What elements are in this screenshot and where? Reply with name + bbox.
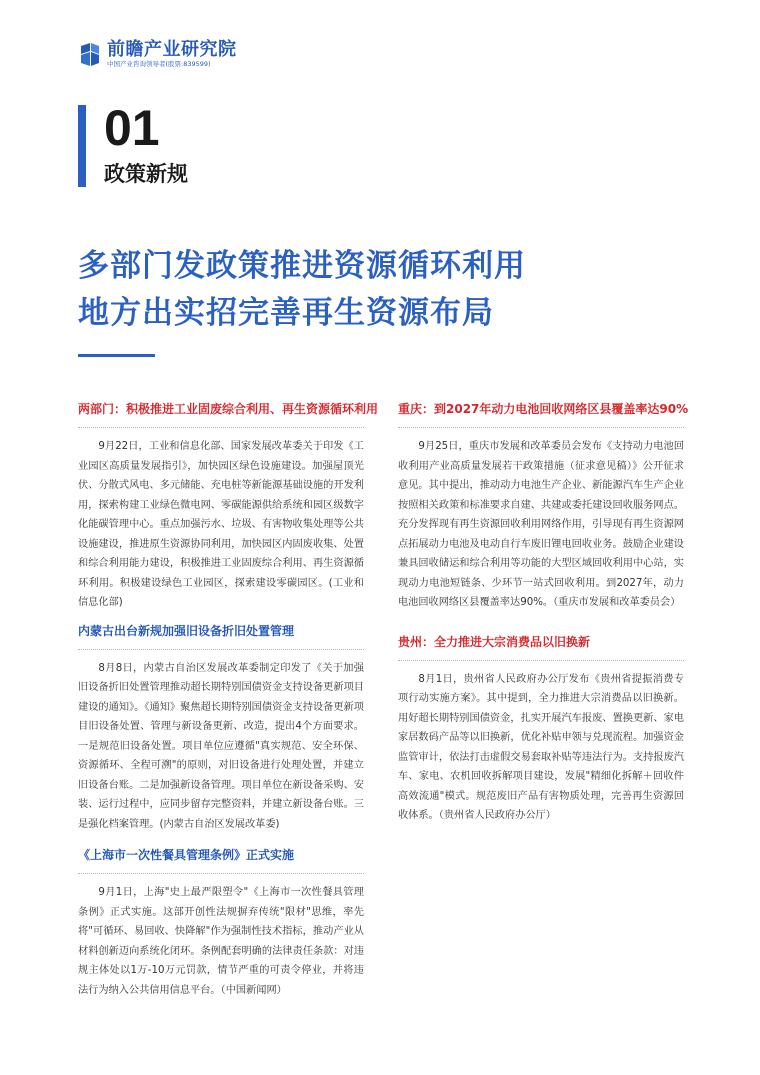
headline-underline xyxy=(78,354,155,357)
section-title: 政策新规 xyxy=(104,162,188,186)
news-body: 9月25日，重庆市发展和改革委员会发布《支持动力电池回收利用产业高质量发展若干政策措施（征求意见稿）》公开征求意见。其中提出，推动动力电池生产企业、新能源汽车生产企业按照相关政策和标准要求自建、共建或委托建设回收服务网点。充分发挥现有再生资源回收利用网络作用，引导现有再生资源网点拓展动力电池及电动自行车废旧锂电回收业务。鼓励企业建设兼具回收储运和综合利用等功能的大型区域回收利用中心站，实现动力电池短链条、少环节一站式回收利用。到2027年，动力电池回收网络区县覆盖率达90%。（重庆市发展和改革委员会） xyxy=(398,441,684,608)
news-body: 8月8日，内蒙古自治区发展改革委制定印发了《关于加强旧设备折旧处置管理推动超长期特别国债资金支持设备更新项目建设的通知》。《通知》聚焦超长期特别国债资金支持设备更新项目旧设备处置、管理与新设备更新、改造，提出4个方面要求。一是规范旧设备处置。项目单位应遵循"真实规范、安全环保、资源循环、全程可溯"的原则，对旧设备进行处理处置，并建立旧设备台账。二是加强新设备管理。项目单位在新设备采购、安装、运行过程中，应同步留存完整资料，并建立新设备台账。三是强化档案管理。(内蒙古自治区发展改革委) xyxy=(78,662,364,830)
news-item-inner-mongolia xyxy=(78,622,364,835)
news-title: 贵州：全力推进大宗消费品以旧换新 xyxy=(398,634,591,649)
title-divider xyxy=(78,649,364,650)
logo-name: 前瞻产业研究院 xyxy=(107,39,237,60)
left-column xyxy=(78,400,379,1000)
news-item-guizhou xyxy=(398,633,684,826)
logo[interactable] xyxy=(78,40,237,69)
news-body: 8月1日，贵州省人民政府办公厅发布《贵州省提振消费专项行动实施方案》。其中提到，全力推进大宗消费品以旧换新。用好超长期特别国债资金，扎实开展汽车报废、置换更新、家电家居数码产品等以旧换新，优化补贴申领与兑现流程。加强资金监管审计，依法打击虚假交易套取补贴等违法行为。支持报废汽车、家电、农机回收拆解项目建设，发展"精细化拆解＋回收件高效流通"模式。规范废旧产品有害物质处理，完善再生资源回收体系。（贵州省人民政府办公厅） xyxy=(398,673,684,821)
news-item-two-departments xyxy=(78,400,379,613)
news-title: 内蒙古出台新规加强旧设备折旧处置管理 xyxy=(78,623,295,638)
title-divider xyxy=(78,427,364,428)
headline-line-1: 多部门发政策推进资源循环利用 xyxy=(78,248,526,284)
right-column xyxy=(398,400,689,826)
page-headline xyxy=(78,243,526,337)
headline-line-2: 地方出实招完善再生资源布局 xyxy=(78,295,494,331)
news-body: 9月1日，上海"史上最严限塑令"《上海市一次性餐具管理条例》正式实施。这部开创性法规摒弃传统"限材"思维，率先将"可循环、易回收、快降解"作为强制性技术指标，推动产业从材料创新迈向系统化闭环。条例配套明确的法律责任条款：对违规主体处以1万-10万元罚款，情节严重的可责令停业，并将违法行为纳入公共信用信息平台。（中国新闻网） xyxy=(78,887,364,996)
logo-mark-icon xyxy=(78,42,102,68)
logo-tagline: 中国产业咨询领导者(股票:839599) xyxy=(107,60,211,68)
news-item-chongqing xyxy=(398,400,689,613)
news-title: 两部门：积极推进工业固废综合利用、再生资源循环利用 xyxy=(78,402,379,416)
news-title: 《上海市一次性餐具管理条例》正式实施 xyxy=(78,848,295,862)
title-divider xyxy=(398,660,684,661)
title-divider xyxy=(78,873,364,874)
section-number: 01 xyxy=(104,100,160,156)
news-item-shanghai xyxy=(78,846,364,1000)
title-divider xyxy=(398,427,684,428)
section-accent-bar xyxy=(78,105,86,187)
news-title: 重庆：到2027年动力电池回收网络区县覆盖率达90% xyxy=(398,402,689,416)
news-body: 9月22日，工业和信息化部、国家发展改革委关于印发《工业园区高质量发展指引》，加快园区绿色设施建设。加强屋顶光伏、分散式风电、多元储能、充电桩等新能源基础设施的开发利用，探索构建工业绿色微电网、零碳能源供给系统和园区级数字化能碳管理中心。重点加强污水、垃圾、有害物收集处理等公共设施建设，推进原生资源协同利用，加快园区内固废收集、处置和综合利用能力建设，积极推进工业固废综合利用、再生资源循环利用。积极建设绿色工业园区，探索建设零碳园区。(工业和信息化部) xyxy=(78,441,364,608)
